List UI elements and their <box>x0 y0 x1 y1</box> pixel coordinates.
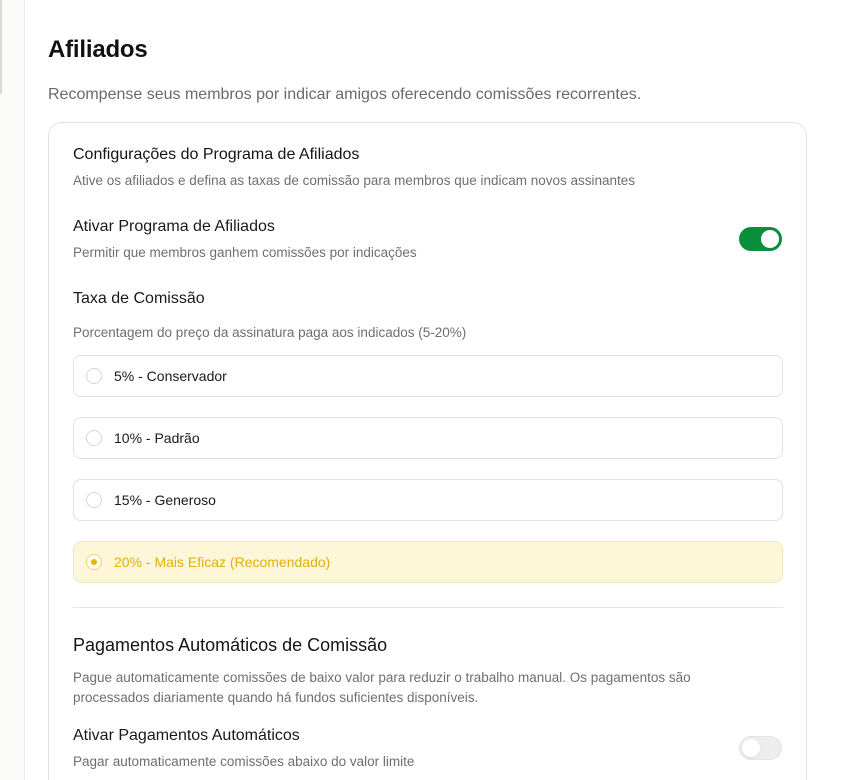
radio-icon <box>86 492 102 508</box>
settings-section-description: Ative os afiliados e defina as taxas de comissão para membros que indicam novos assinantes <box>73 173 636 188</box>
radio-icon <box>86 430 102 446</box>
enable-auto-payouts-toggle[interactable] <box>739 736 782 760</box>
toggle-knob <box>761 230 779 248</box>
toggle-knob <box>742 739 760 757</box>
auto-payouts-description-line2: processados diariamente quando há fundos suficientes disponíveis. <box>73 690 479 705</box>
settings-section-title: Configurações do Programa de Afiliados <box>73 146 360 163</box>
auto-payouts-title: Pagamentos Automáticos de Comissão <box>73 635 388 655</box>
commission-option-10[interactable] <box>73 417 783 459</box>
commission-option-15[interactable] <box>73 479 783 521</box>
enable-auto-payouts-label: Ativar Pagamentos Automáticos <box>73 727 300 744</box>
commission-option-label: 20% - Mais Eficaz (Recomendado) <box>114 554 331 570</box>
sidebar-edge <box>0 0 25 780</box>
enable-affiliates-toggle[interactable] <box>739 227 782 251</box>
commission-rate-description: Porcentagem do preço da assinatura paga aos indicados (5-20%) <box>73 325 467 340</box>
enable-affiliates-description: Permitir que membros ganhem comissões por indicações <box>73 245 417 260</box>
enable-auto-payouts-description: Pagar automaticamente comissões abaixo do valor limite <box>73 754 415 769</box>
commission-option-label: 5% - Conservador <box>114 368 227 384</box>
enable-affiliates-label: Ativar Programa de Afiliados <box>73 218 275 235</box>
commission-option-label: 15% - Generoso <box>114 492 216 508</box>
affiliate-settings-card <box>48 122 807 780</box>
sidebar-scroll-indicator <box>0 0 2 94</box>
page-title: Afiliados <box>48 36 148 63</box>
auto-payouts-description-line1: Pague automaticamente comissões de baixo valor para reduzir o trabalho manual. Os pagamentos são <box>73 670 691 685</box>
page-header <box>48 36 808 105</box>
radio-dot <box>91 559 97 565</box>
section-divider <box>73 607 783 608</box>
page-subtitle: Recompense seus membros por indicar amigos oferecendo comissões recorrentes. <box>48 86 642 103</box>
commission-option-5[interactable] <box>73 355 783 397</box>
commission-option-20[interactable] <box>73 541 783 583</box>
commission-rate-label: Taxa de Comissão <box>73 290 205 307</box>
radio-selected-icon <box>86 554 102 570</box>
commission-option-label: 10% - Padrão <box>114 430 200 446</box>
radio-icon <box>86 368 102 384</box>
